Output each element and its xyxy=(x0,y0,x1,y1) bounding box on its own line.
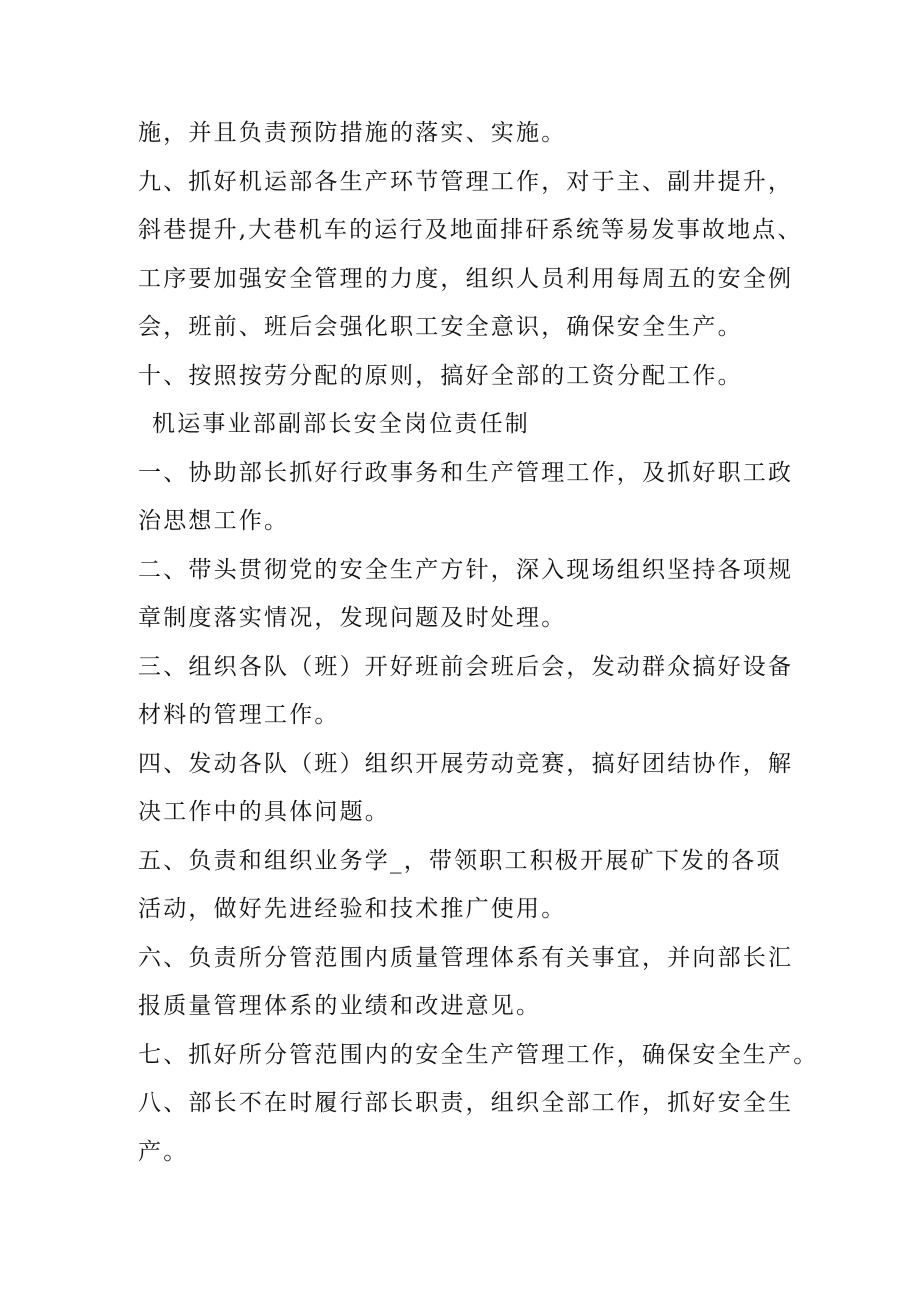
body-line: 治思想工作。 xyxy=(138,508,290,534)
body-line: 七、抓好所分管范围内的安全生产管理工作，确保安全生产。 xyxy=(138,1041,819,1068)
body-line: 章制度落实情况，发现问题及时处理。 xyxy=(138,605,567,631)
body-line: 决工作中的具体问题。 xyxy=(138,799,390,825)
body-line: 八、部长不在时履行部长职责，组织全部工作，抓好安全生 xyxy=(138,1090,794,1116)
body-line: 二、带头贯彻党的安全生产方针，深入现场组织坚持各项规 xyxy=(138,556,794,583)
body-line: 四、发动各队（班）组织开展劳动竞赛，搞好团结协作，解 xyxy=(138,750,794,777)
body-line: 施，并且负责预防措施的落实、实施。 xyxy=(138,120,567,146)
body-line: 五、负责和组织业务学_，带领职工积极开展矿下发的各项 xyxy=(138,847,782,874)
body-line: 会，班前、班后会强化职工安全意识，确保安全生产。 xyxy=(138,314,743,340)
body-line: 九、抓好机运部各生产环节管理工作，对于主、副井提升， xyxy=(138,168,794,195)
body-line: 活动，做好先进经验和技术推广使用。 xyxy=(138,896,567,922)
body-line: 产。 xyxy=(138,1138,189,1165)
section-heading: 机运事业部副部长安全岗位责任制 xyxy=(152,411,530,437)
body-line: 三、组织各队（班）开好班前会班后会，发动群众搞好设备 xyxy=(138,653,794,680)
body-line: 斜巷提升,大巷机车的运行及地面排矸系统等易发事故地点、 xyxy=(138,217,803,243)
body-line: 十、按照按劳分配的原则，搞好全部的工资分配工作。 xyxy=(138,362,743,389)
body-line: 材料的管理工作。 xyxy=(138,702,340,728)
document-body xyxy=(138,109,818,1176)
body-line: 一、协助部长抓好行政事务和生产管理工作，及抓好职工政 xyxy=(138,459,794,486)
body-line: 报质量管理体系的业绩和改进意见。 xyxy=(138,993,542,1019)
body-line: 工序要加强安全管理的力度，组织人员利用每周五的安全例 xyxy=(138,265,794,292)
body-line: 六、负责所分管范围内质量管理体系有关事宜，并向部长汇 xyxy=(138,944,794,971)
